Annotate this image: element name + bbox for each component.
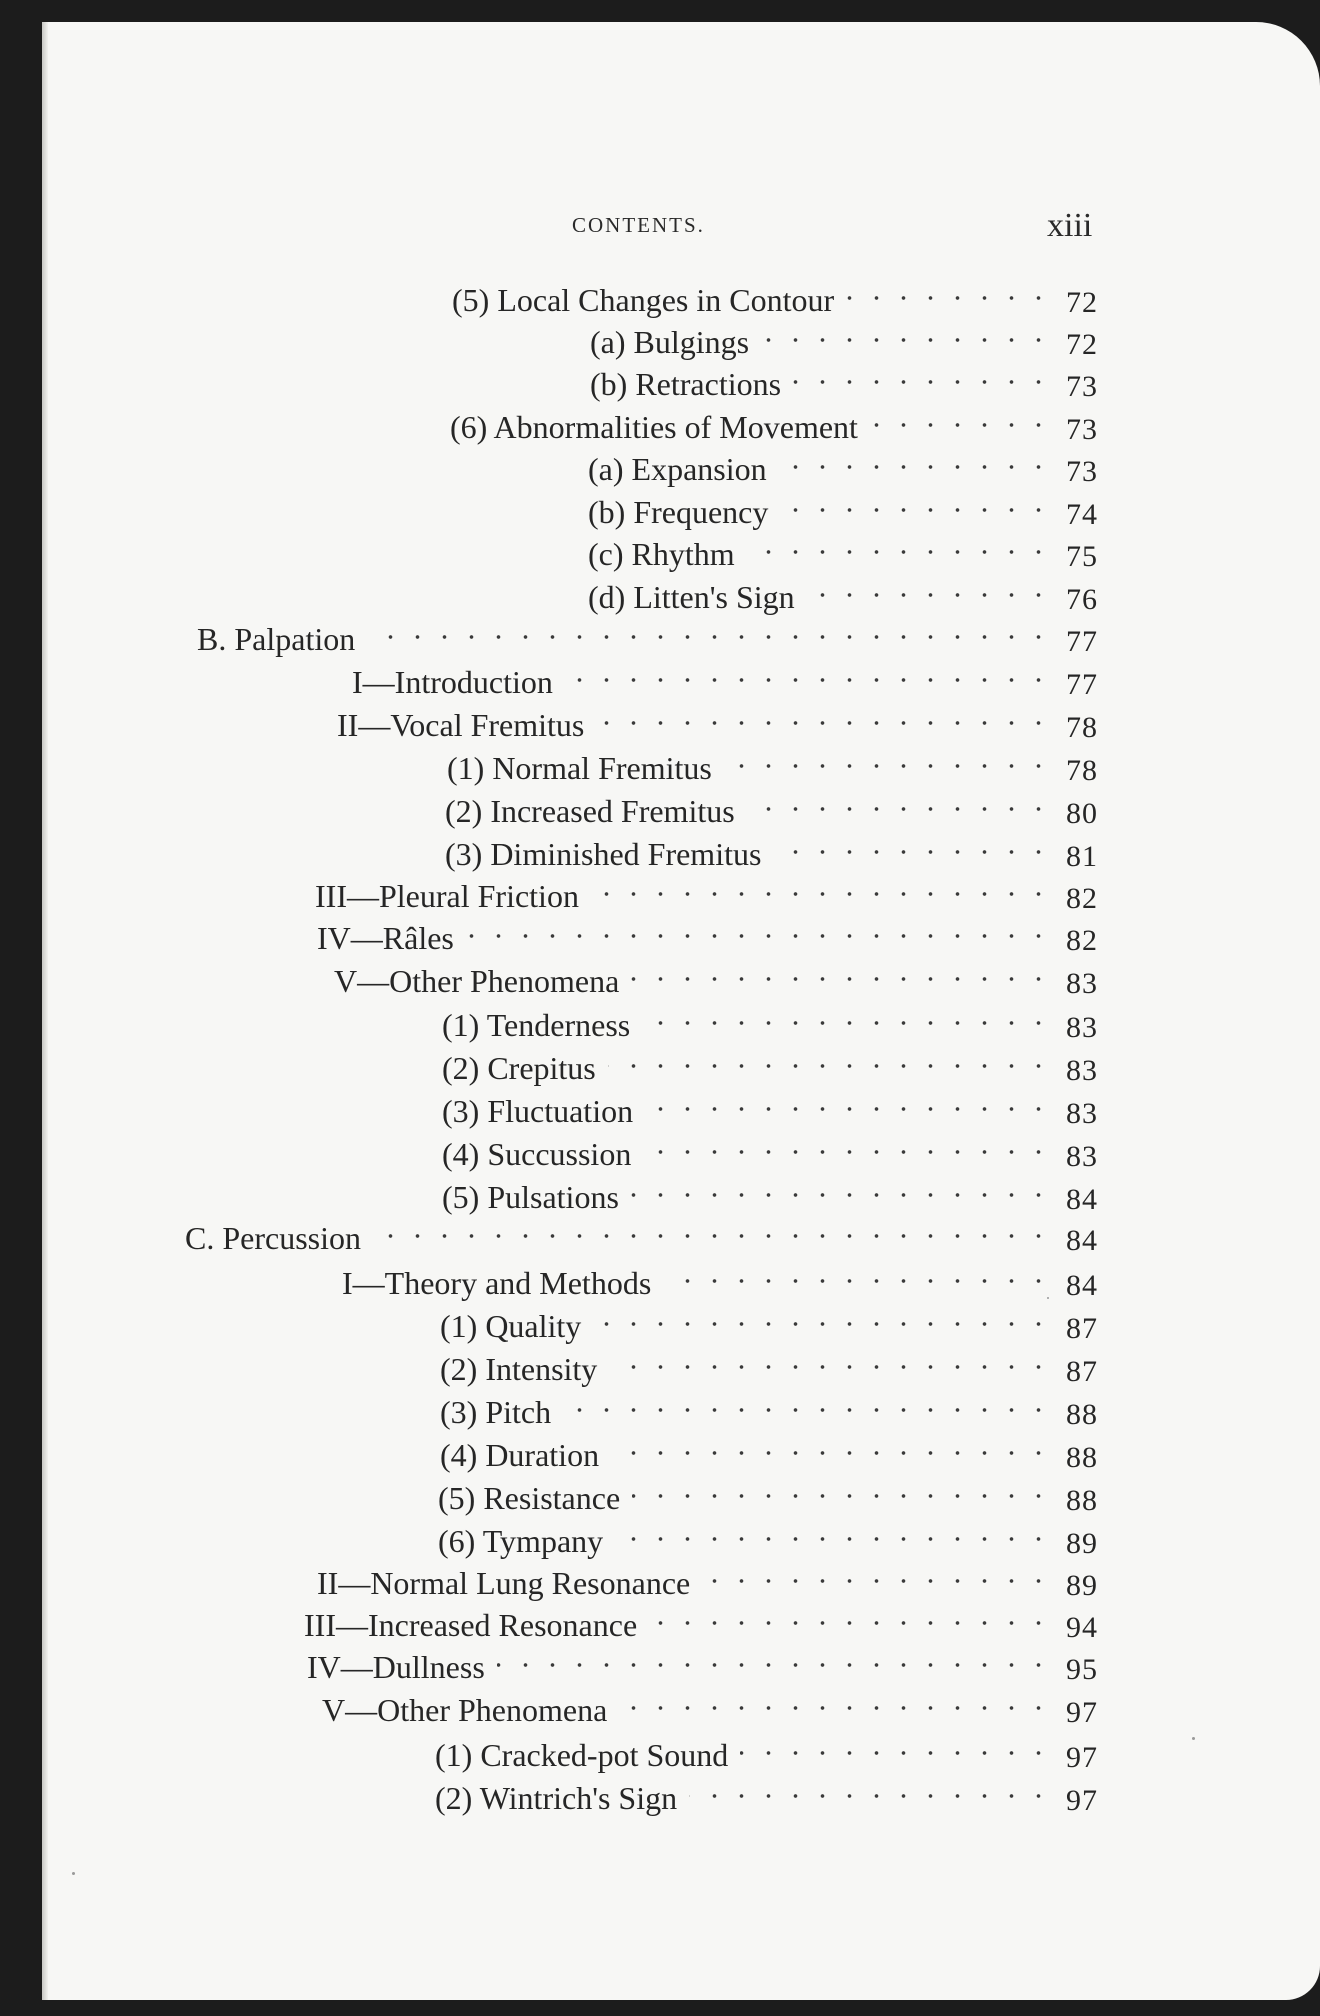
- entry-page: 78: [1066, 754, 1098, 787]
- toc-entry: [42, 664, 1320, 706]
- dot-leader: [591, 892, 1052, 896]
- entry-page: 73: [1066, 413, 1098, 446]
- entry-page: 84: [1066, 1269, 1098, 1302]
- entry-page: 83: [1066, 1140, 1098, 1173]
- table-of-contents: [42, 22, 1320, 2000]
- entry-page: 75: [1066, 540, 1098, 573]
- toc-entry: [42, 579, 1320, 621]
- entry-label: (a) Expansion: [588, 451, 767, 487]
- toc-entry: [42, 707, 1320, 749]
- entry-page: 73: [1066, 455, 1098, 488]
- entry-label: (6) Abnormalities of Movement: [450, 409, 858, 445]
- entry-page: 72: [1066, 328, 1098, 361]
- dot-leader: [761, 338, 1052, 342]
- entry-page: 95: [1066, 1653, 1098, 1686]
- toc-entry: [42, 282, 1320, 324]
- entry-label: I—Introduction: [352, 664, 553, 700]
- entry-page: 82: [1066, 882, 1098, 915]
- toc-entry: [42, 920, 1320, 962]
- dot-leader: [609, 1365, 1052, 1369]
- toc-entry: [42, 494, 1320, 536]
- entry-page: 82: [1066, 924, 1098, 957]
- entry-page: 73: [1066, 370, 1098, 403]
- toc-entry: [42, 409, 1320, 451]
- dot-leader: [740, 1751, 1052, 1755]
- toc-entry: [42, 1308, 1320, 1350]
- entry-label: (3) Diminished Fremitus: [445, 836, 762, 872]
- entry-label: II—Vocal Fremitus: [337, 707, 585, 743]
- dot-leader: [747, 550, 1052, 554]
- entry-page: 83: [1066, 1097, 1098, 1130]
- entry-page: 89: [1066, 1569, 1098, 1602]
- toc-entry: [42, 963, 1320, 1005]
- dot-leader: [631, 1193, 1052, 1197]
- dot-leader: [747, 807, 1052, 811]
- toc-entry: [42, 366, 1320, 408]
- entry-page: 97: [1066, 1696, 1098, 1729]
- dot-leader: [615, 1537, 1052, 1541]
- entry-label: (4) Duration: [440, 1437, 600, 1473]
- toc-entry: [42, 324, 1320, 366]
- toc-entry: [42, 1523, 1320, 1565]
- entry-label: (2) Intensity: [440, 1351, 598, 1387]
- dot-leader: [870, 423, 1052, 427]
- entry-page: 84: [1066, 1224, 1098, 1257]
- entry-label: (b) Frequency: [588, 494, 769, 530]
- entry-label: (1) Cracked-pot Sound: [435, 1737, 729, 1773]
- dot-leader: [611, 1451, 1052, 1455]
- entry-page: 78: [1066, 711, 1098, 744]
- dot-leader: [645, 1107, 1052, 1111]
- dot-leader: [702, 1579, 1052, 1583]
- toc-entry: [42, 1220, 1320, 1262]
- dot-leader: [780, 508, 1052, 512]
- dot-leader: [643, 1150, 1052, 1154]
- entry-page: 87: [1066, 1312, 1098, 1345]
- entry-page: 77: [1066, 625, 1098, 658]
- page-folio: xiii: [1047, 207, 1093, 244]
- entry-page: 83: [1066, 1011, 1098, 1044]
- toc-entry: [42, 1050, 1320, 1092]
- toc-entry: [42, 878, 1320, 920]
- entry-page: 76: [1066, 583, 1098, 616]
- dot-leader: [373, 1234, 1052, 1238]
- toc-entry: [42, 451, 1320, 493]
- toc-entry: [42, 1692, 1320, 1734]
- entry-label: (c) Rhythm: [588, 536, 735, 572]
- toc-entry: [42, 1649, 1320, 1691]
- dot-leader: [631, 977, 1052, 981]
- entry-label: (5) Local Changes in Contour: [452, 282, 835, 318]
- dot-leader: [779, 465, 1052, 469]
- entry-page: 97: [1066, 1784, 1098, 1817]
- dot-leader: [846, 296, 1052, 300]
- dot-leader: [793, 380, 1052, 384]
- paper-speck: [1047, 1297, 1049, 1299]
- toc-entry: [42, 1265, 1320, 1307]
- entry-page: 80: [1066, 797, 1098, 830]
- dot-leader: [649, 1621, 1052, 1625]
- dot-leader: [619, 1706, 1052, 1710]
- running-head-title: CONTENTS.: [572, 213, 705, 237]
- entry-page: 87: [1066, 1355, 1098, 1388]
- entry-label: (5) Resistance: [438, 1480, 621, 1516]
- dot-leader: [773, 850, 1052, 854]
- dot-leader: [642, 1021, 1052, 1025]
- toc-entry: [42, 1351, 1320, 1393]
- toc-entry: [42, 1179, 1320, 1221]
- toc-entry: [42, 836, 1320, 878]
- book-page: [42, 22, 1320, 2000]
- dot-leader: [689, 1794, 1052, 1798]
- entry-label: (5) Pulsations: [442, 1179, 619, 1215]
- entry-page: 94: [1066, 1611, 1098, 1644]
- toc-entry: [42, 1093, 1320, 1135]
- entry-label: (1) Tenderness: [442, 1007, 631, 1043]
- toc-entry: [42, 1136, 1320, 1178]
- toc-entry: [42, 1437, 1320, 1479]
- entry-page: 77: [1066, 668, 1098, 701]
- entry-label: IV—Râles: [317, 920, 454, 956]
- dot-leader: [596, 721, 1052, 725]
- entry-page: 74: [1066, 498, 1098, 531]
- entry-label: III—Pleural Friction: [315, 878, 579, 914]
- entry-page: 83: [1066, 967, 1098, 1000]
- entry-page: 84: [1066, 1183, 1098, 1216]
- toc-entry: [42, 793, 1320, 835]
- entry-label: V—Other Phenomena: [322, 1692, 608, 1728]
- dot-leader: [593, 1322, 1052, 1326]
- dot-leader: [608, 1064, 1052, 1068]
- toc-entry: [42, 750, 1320, 792]
- dot-leader: [663, 1279, 1052, 1283]
- entry-label: V—Other Phenomena: [334, 963, 620, 999]
- toc-entry: [42, 1780, 1320, 1822]
- entry-page: 72: [1066, 286, 1098, 319]
- dot-leader: [565, 678, 1052, 682]
- entry-page: 89: [1066, 1527, 1098, 1560]
- entry-label: (1) Normal Fremitus: [447, 750, 712, 786]
- toc-entry: [42, 536, 1320, 578]
- dot-leader: [466, 934, 1052, 938]
- toc-entry: [42, 1480, 1320, 1522]
- entry-label: (3) Fluctuation: [442, 1093, 634, 1129]
- entry-label: I—Theory and Methods: [342, 1265, 652, 1301]
- entry-label: C. Percussion: [185, 1220, 361, 1256]
- dot-leader: [724, 764, 1052, 768]
- paper-speck: [72, 1872, 75, 1875]
- entry-page: 88: [1066, 1398, 1098, 1431]
- dot-leader: [563, 1408, 1052, 1412]
- toc-entry: [42, 1394, 1320, 1436]
- entry-label: (d) Litten's Sign: [588, 579, 795, 615]
- toc-entry: [42, 1007, 1320, 1049]
- dot-leader: [367, 635, 1052, 639]
- dot-leader: [497, 1663, 1052, 1667]
- entry-label: (3) Pitch: [440, 1394, 552, 1430]
- entry-label: (2) Crepitus: [442, 1050, 596, 1086]
- entry-label: (2) Increased Fremitus: [445, 793, 735, 829]
- toc-entry: [42, 1737, 1320, 1779]
- entry-label: (a) Bulgings: [590, 324, 750, 360]
- entry-label: (1) Quality: [440, 1308, 582, 1344]
- dot-leader: [807, 593, 1052, 597]
- entry-page: 88: [1066, 1441, 1098, 1474]
- toc-entry: [42, 1607, 1320, 1649]
- entry-page: 88: [1066, 1484, 1098, 1517]
- entry-label: (6) Tympany: [438, 1523, 604, 1559]
- entry-label: (b) Retractions: [590, 366, 782, 402]
- paper-speck: [1192, 1737, 1195, 1740]
- entry-label: (2) Wintrich's Sign: [435, 1780, 678, 1816]
- entry-page: 81: [1066, 840, 1098, 873]
- entry-label: III—Increased Resonance: [304, 1607, 638, 1643]
- entry-label: B. Palpation: [197, 621, 356, 657]
- dot-leader: [632, 1494, 1052, 1498]
- entry-page: 83: [1066, 1054, 1098, 1087]
- toc-entry: [42, 1565, 1320, 1607]
- entry-label: II—Normal Lung Resonance: [317, 1565, 691, 1601]
- entry-label: (4) Succussion: [442, 1136, 632, 1172]
- toc-entry: [42, 621, 1320, 663]
- entry-page: 97: [1066, 1741, 1098, 1774]
- entry-label: IV—Dullness: [307, 1649, 485, 1685]
